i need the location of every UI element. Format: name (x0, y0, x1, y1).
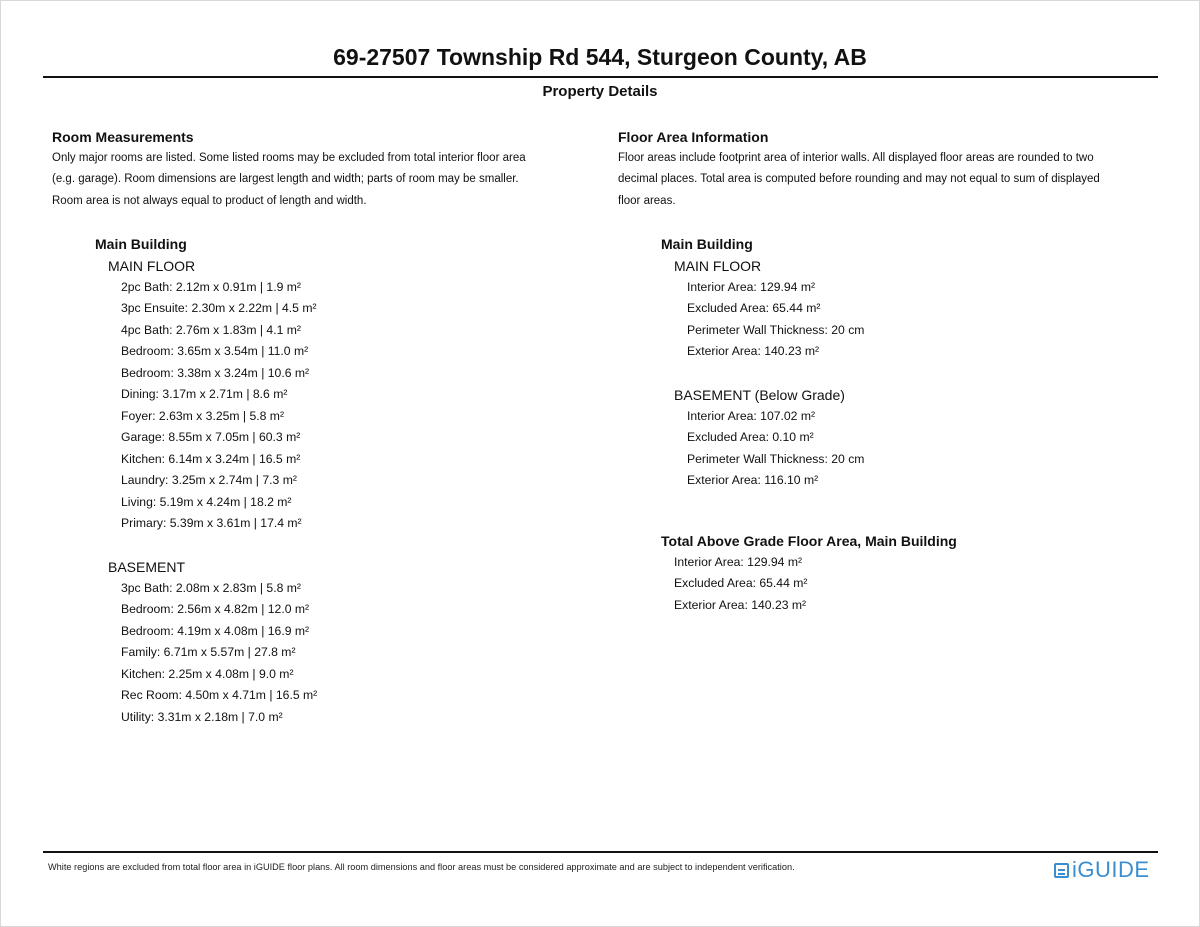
room-line: Dining: 3.17m x 2.71m | 8.6 m² (121, 387, 288, 402)
total-area-block (661, 530, 1168, 617)
floor-area-description (618, 148, 1168, 212)
room-line: 3pc Ensuite: 2.30m x 2.22m | 4.5 m² (121, 301, 317, 316)
room-line: Laundry: 3.25m x 2.74m | 7.3 m² (121, 473, 297, 488)
area-line: Exterior Area: 140.23 m² (687, 344, 820, 359)
floor-area-section (618, 127, 1168, 616)
room-line: Utility: 3.31m x 2.18m | 7.0 m² (121, 709, 283, 724)
area-line: Excluded Area: 65.44 m² (687, 301, 821, 316)
room-line: Garage: 8.55m x 7.05m | 60.3 m² (121, 430, 301, 445)
area-line: Perimeter Wall Thickness: 20 cm (687, 322, 865, 337)
description-line: (e.g. garage). Room dimensions are largest length and width; parts of room may be smaller. (52, 173, 519, 186)
floor-title: MAIN FLOOR (108, 257, 196, 274)
floor-area-title: Floor Area Information (618, 129, 769, 145)
room-measurements-title: Room Measurements (52, 129, 194, 145)
iguide-logo-icon (1054, 863, 1069, 878)
room-line: Kitchen: 2.25m x 4.08m | 9.0 m² (121, 666, 294, 681)
description-line: floor areas. (618, 194, 676, 207)
area-floor-main (661, 255, 1168, 363)
room-line: Rec Room: 4.50m x 4.71m | 16.5 m² (121, 688, 318, 703)
footer-disclaimer: White regions are excluded from total floor area in iGUIDE floor plans. All room dimensions and floor areas must be considered approximate and are subject to independent verification. (48, 862, 795, 872)
area-line: Interior Area: 107.02 m² (687, 408, 816, 423)
building-title: Main Building (95, 235, 187, 252)
room-measurements-description (52, 148, 592, 212)
description-line: decimal places. Total area is computed before rounding and may not equal to sum of displayed (618, 173, 1100, 186)
area-line: Perimeter Wall Thickness: 20 cm (687, 451, 865, 466)
room-line: Primary: 5.39m x 3.61m | 17.4 m² (121, 516, 302, 531)
building-title: Main Building (661, 235, 753, 252)
room-line: 3pc Bath: 2.08m x 2.83m | 5.8 m² (121, 580, 301, 595)
room-measurements-section (52, 127, 592, 728)
total-area-line: Excluded Area: 65.44 m² (674, 576, 808, 591)
floor-title: BASEMENT (Below Grade) (674, 386, 845, 403)
room-line: Living: 5.19m x 4.24m | 18.2 m² (121, 494, 292, 509)
description-line: Room area is not always equal to product of length and width. (52, 194, 367, 207)
description-line: Floor areas include footprint area of interior walls. All displayed floor areas are rounded to two (618, 152, 1094, 164)
room-building-group (95, 233, 592, 729)
room-line: Bedroom: 3.38m x 3.24m | 10.6 m² (121, 365, 310, 380)
floor-title: BASEMENT (108, 558, 186, 575)
area-line: Excluded Area: 0.10 m² (687, 430, 814, 445)
room-line: Kitchen: 6.14m x 3.24m | 16.5 m² (121, 451, 301, 466)
iguide-logo-text: iGUIDE (1072, 857, 1150, 882)
floor-title: MAIN FLOOR (674, 257, 762, 274)
page-title: 69-27507 Township Rd 544, Sturgeon County, AB (333, 44, 867, 70)
room-line: 2pc Bath: 2.12m x 0.91m | 1.9 m² (121, 279, 301, 294)
title-divider (43, 76, 1158, 78)
area-line: Exterior Area: 116.10 m² (687, 473, 819, 488)
area-floor-basement (661, 384, 1168, 492)
area-building-group (661, 233, 1168, 492)
description-line: Only major rooms are listed. Some listed rooms may be excluded from total interior floor area (52, 152, 526, 164)
iguide-logo (1054, 855, 1150, 885)
room-line: Family: 6.71m x 5.57m | 27.8 m² (121, 645, 296, 660)
room-line: Bedroom: 3.65m x 3.54m | 11.0 m² (121, 344, 309, 359)
room-line: Bedroom: 4.19m x 4.08m | 16.9 m² (121, 623, 310, 638)
room-line: Foyer: 2.63m x 3.25m | 5.8 m² (121, 408, 285, 423)
total-area-line: Exterior Area: 140.23 m² (674, 597, 807, 612)
total-area-title: Total Above Grade Floor Area, Main Building (661, 532, 957, 549)
room-line: 4pc Bath: 2.76m x 1.83m | 4.1 m² (121, 322, 301, 337)
room-floor-basement (95, 556, 592, 729)
area-line: Interior Area: 129.94 m² (687, 279, 816, 294)
room-floor-main (95, 255, 592, 535)
total-area-line: Interior Area: 129.94 m² (674, 554, 803, 569)
room-line: Bedroom: 2.56m x 4.82m | 12.0 m² (121, 602, 310, 617)
page-subtitle: Property Details (542, 83, 658, 100)
footer-divider (43, 851, 1158, 853)
